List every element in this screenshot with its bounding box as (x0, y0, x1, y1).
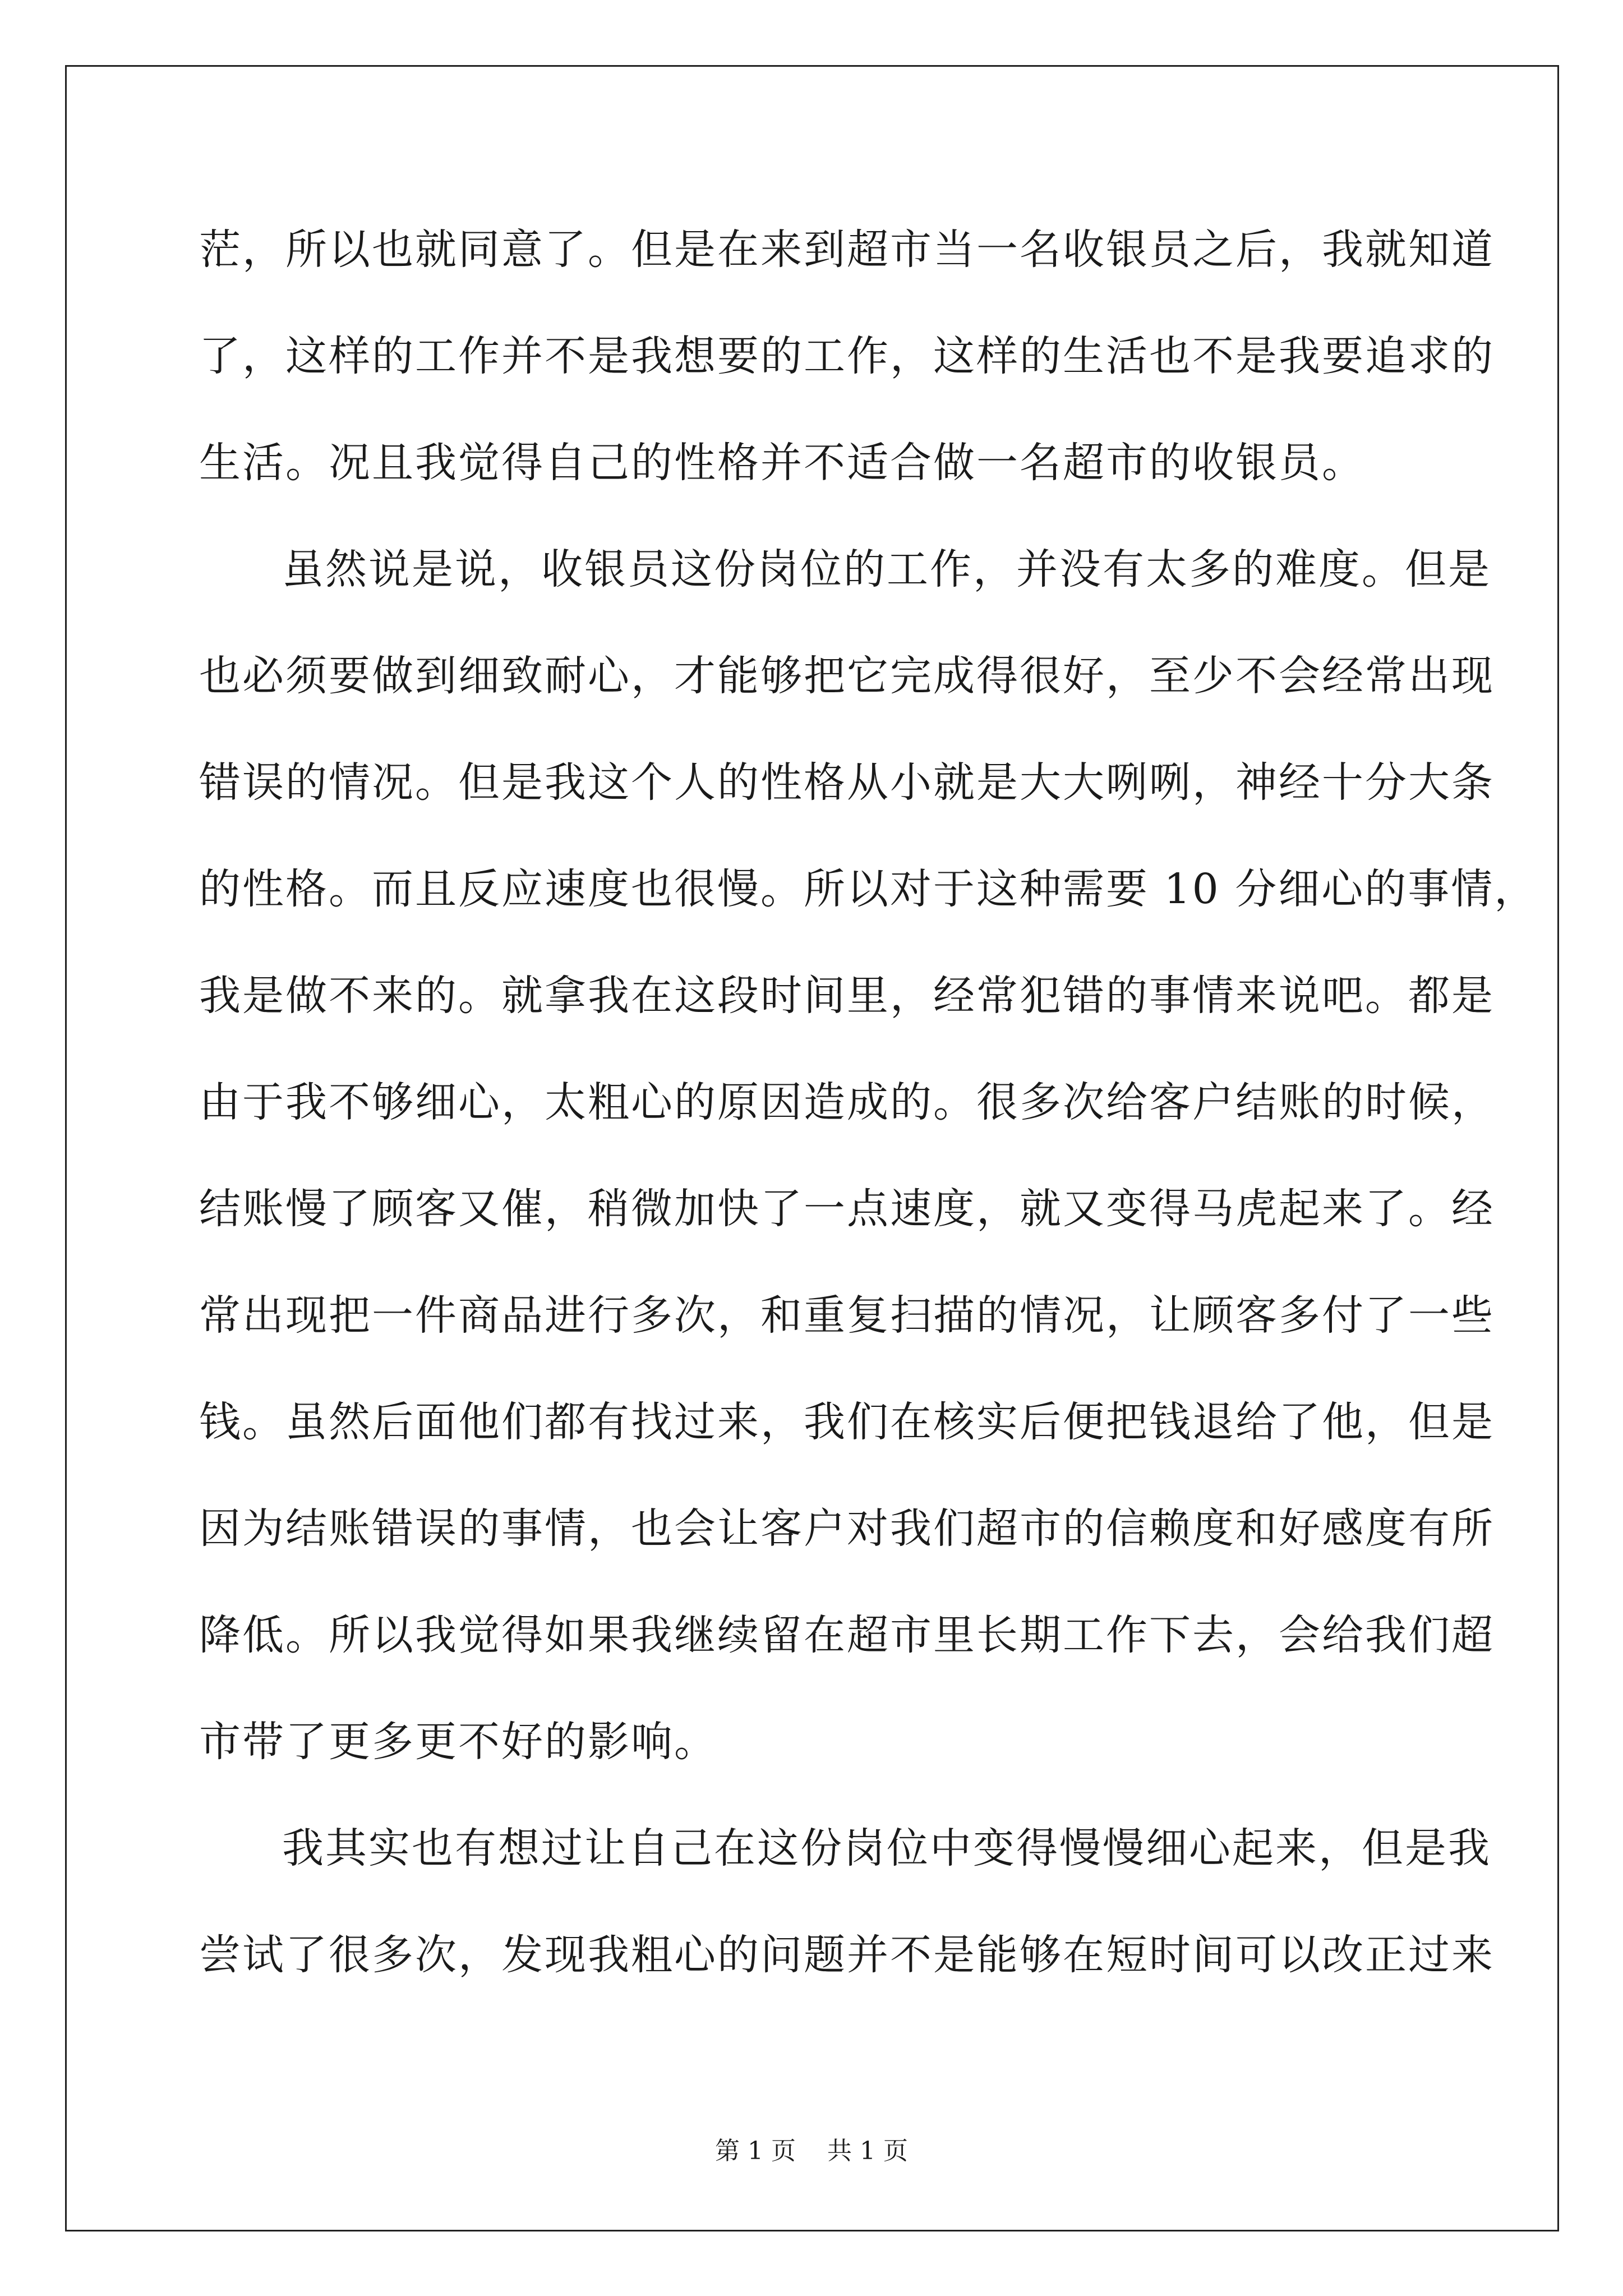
text-line: 市带了更多更不好的影响。 (199, 1718, 717, 1766)
text-line: 尝试了很多次，发现我粗心的问题并不是能够在短时间可以改正过来 (199, 1931, 1495, 1979)
text-line: 因为结账错误的事情，也会让客户对我们超市的信赖度和好感度有所 (199, 1504, 1495, 1553)
paragraph-1 (199, 196, 1495, 516)
paragraph-2 (199, 516, 1538, 1795)
text-line: 我是做不来的。就拿我在这段时间里，经常犯错的事情来说吧。都是 (199, 972, 1495, 1020)
text-line: 错误的情况。但是我这个人的性格从小就是大大咧咧，神经十分大条 (199, 758, 1495, 807)
text-line: 虽然说是说，收银员这份岗位的工作，并没有太多的难度。但是 (282, 545, 1491, 593)
text-line: 我其实也有想过让自己在这份岗位中变得慢慢细心起来，但是我 (282, 1824, 1491, 1872)
text-line: 的性格。而且反应速度也很慢。所以对于这种需要 10 分细心的事情， (199, 865, 1538, 913)
text-line: 由于我不够细心，太粗心的原因造成的。很多次给客户结账的时候， (199, 1078, 1495, 1126)
page-number-current: 第 1 页 (715, 2137, 796, 2165)
page-number-total: 共 1 页 (827, 2137, 908, 2165)
text-line: 降低。所以我觉得如果我继续留在超市里长期工作下去，会给我们超 (199, 1611, 1495, 1659)
page-footer (0, 2134, 1623, 2168)
document-body (199, 196, 1538, 2008)
paragraph-3 (199, 1795, 1495, 2008)
text-line: 茫，所以也就同意了。但是在来到超市当一名收银员之后，我就知道 (199, 226, 1495, 274)
text-line: 钱。虽然后面他们都有找过来，我们在核实后便把钱退给了他，但是 (199, 1398, 1495, 1446)
text-line: 了，这样的工作并不是我想要的工作，这样的生活也不是我要追求的 (199, 332, 1495, 380)
text-line: 常出现把一件商品进行多次，和重复扫描的情况，让顾客多付了一些 (199, 1291, 1495, 1340)
text-line: 生活。况且我觉得自己的性格并不适合做一名超市的收银员。 (199, 439, 1365, 487)
text-line: 结账慢了顾客又催，稍微加快了一点速度，就又变得马虎起来了。经 (199, 1185, 1495, 1233)
text-line: 也必须要做到细致耐心，才能够把它完成得很好，至少不会经常出现 (199, 652, 1495, 700)
